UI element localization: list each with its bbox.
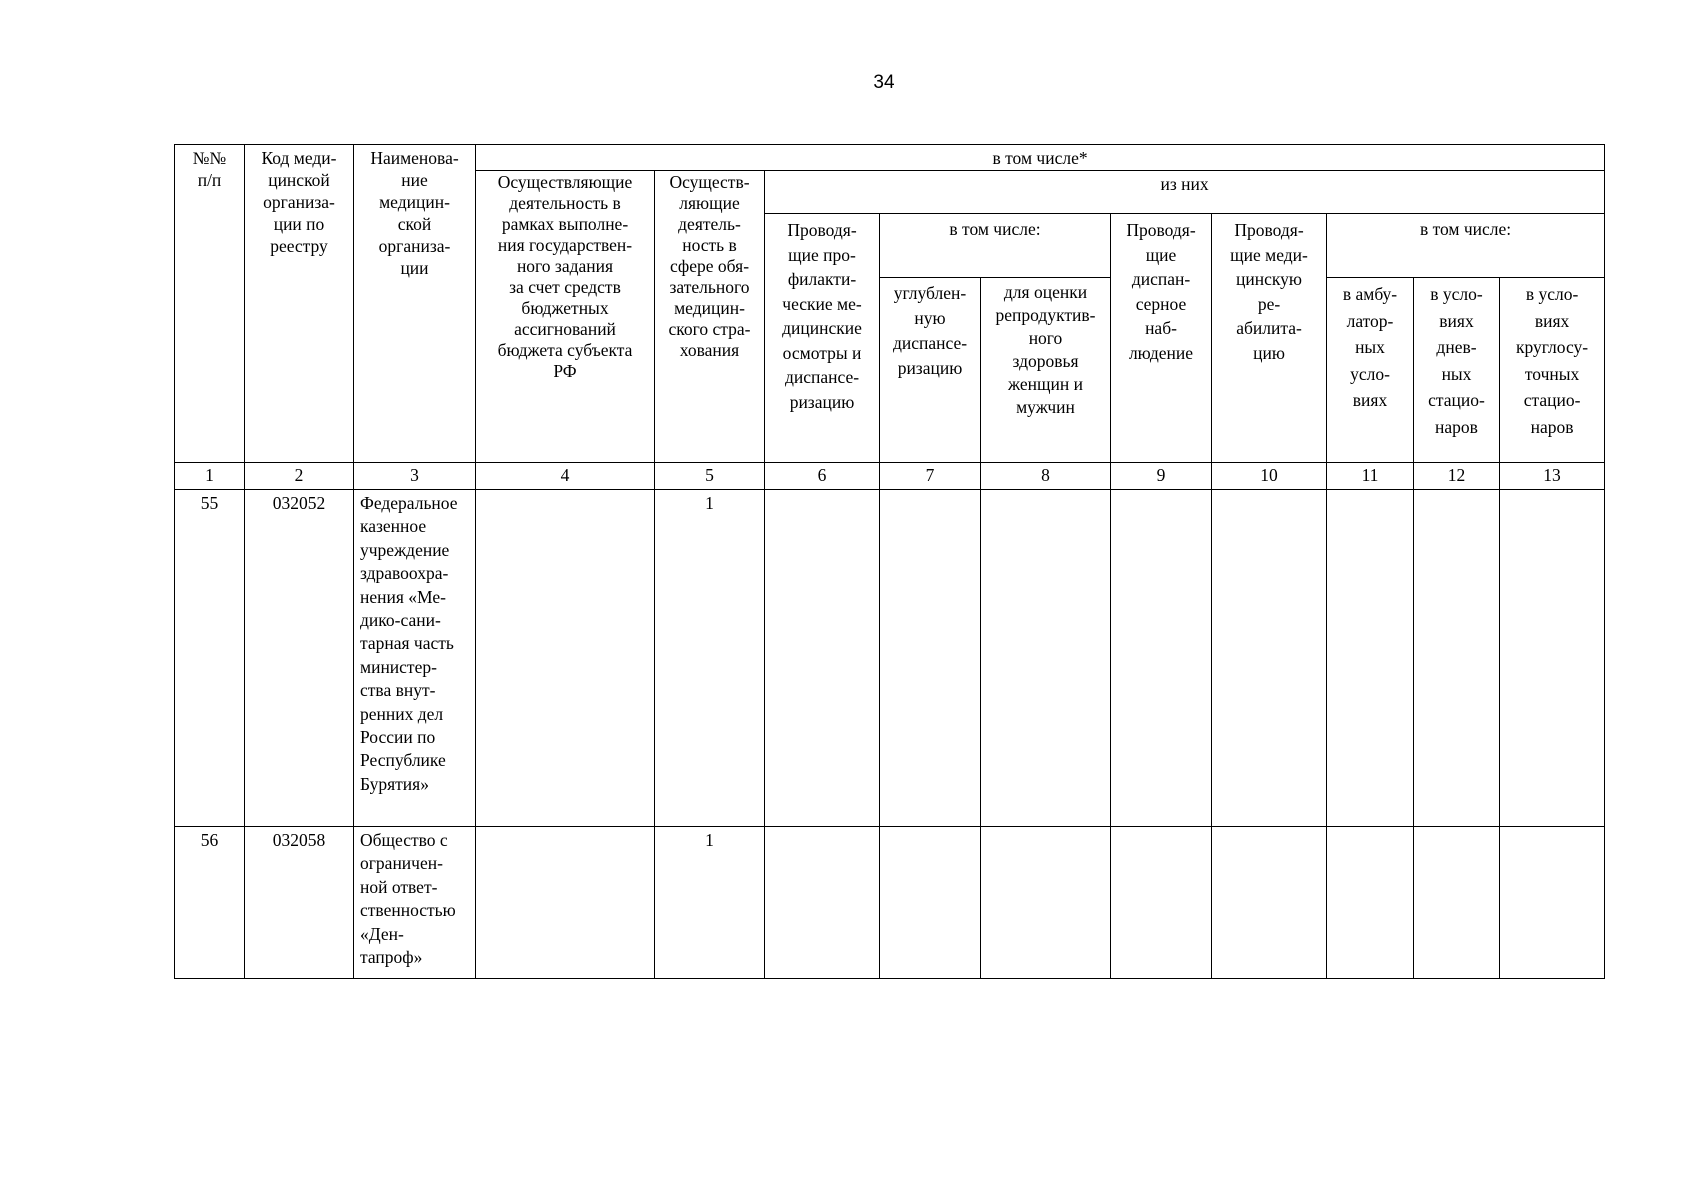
row-cell (1327, 490, 1414, 827)
column-number: 1 (175, 463, 245, 490)
table-row (175, 827, 1605, 979)
row-cell (476, 827, 655, 979)
row-cell (476, 490, 655, 827)
header-uglub-disp: углублен- ную диспансе- ризацию (880, 278, 981, 463)
column-number: 4 (476, 463, 655, 490)
row-code: 032052 (245, 490, 354, 827)
column-number: 8 (981, 463, 1111, 490)
row-num: 55 (175, 490, 245, 827)
row-name: Общество с ограничен- ной ответ- ственностью «Ден- тапроф» (354, 827, 476, 979)
row-cell (880, 827, 981, 979)
row-cell (765, 490, 880, 827)
header-v-tom-chisle-b: в том числе: (1327, 214, 1605, 278)
row-name: Федеральное казенное учреждение здравоохра- нения «Ме- дико-сани- тарная часть министер- ства внут- ренних дел России по Республике Бурятия» (354, 490, 476, 827)
header-kruglosut: в усло- виях круглосу- точных стацио- наров (1500, 278, 1605, 463)
row-cell: 1 (655, 490, 765, 827)
column-number: 12 (1414, 463, 1500, 490)
header-reabilitaciya: Проводя- щие меди- цинскую ре- абилита- цию (1212, 214, 1327, 463)
row-cell (765, 827, 880, 979)
column-number: 13 (1500, 463, 1605, 490)
row-cell (1111, 827, 1212, 979)
row-cell (981, 490, 1111, 827)
row-cell (1111, 490, 1212, 827)
column-number: 11 (1327, 463, 1414, 490)
header-ambul: в амбу- латор- ных усло- виях (1327, 278, 1414, 463)
header-dispans-nabl: Проводя- щие диспан- серное наб- людение (1111, 214, 1212, 463)
header-code: Код меди- цинской организа- ции по реестру (245, 145, 354, 463)
row-cell (1414, 490, 1500, 827)
header-profosmotry: Проводя- щие про- филакти- ческие ме- дицинские осмотры и диспансе- ризацию (765, 214, 880, 463)
table-row (175, 490, 1605, 827)
row-cell (1327, 827, 1414, 979)
row-cell (1500, 827, 1605, 979)
row-num: 56 (175, 827, 245, 979)
header-gos-zadanie: Осуществляющие деятельность в рамках выполне- ния государствен- ного задания за счет средств бюджетных ассигнований бюджета субъекта РФ (476, 171, 655, 463)
row-cell (1212, 827, 1327, 979)
column-number: 3 (354, 463, 476, 490)
column-number: 2 (245, 463, 354, 490)
header-v-tom-chisle: в том числе* (476, 145, 1605, 171)
header-v-tom-chisle-a: в том числе: (880, 214, 1111, 278)
row-cell (1500, 490, 1605, 827)
row-cell (880, 490, 981, 827)
column-number: 6 (765, 463, 880, 490)
column-numbers-row (175, 463, 1605, 490)
row-cell: 1 (655, 827, 765, 979)
page-number: 34 (873, 72, 895, 93)
header-oms: Осуществ- ляющие деятель- ность в сфере обя- зательного медицин- ского стра- хования (655, 171, 765, 463)
organizations-table (174, 144, 1605, 979)
header-name: Наименова- ние медицин- ской организа- ции (354, 145, 476, 463)
column-number: 5 (655, 463, 765, 490)
row-cell (1212, 490, 1327, 827)
header-dnev: в усло- виях днев- ных стацио- наров (1414, 278, 1500, 463)
column-number: 10 (1212, 463, 1327, 490)
header-row-1 (175, 145, 1605, 171)
row-cell (1414, 827, 1500, 979)
row-cell (981, 827, 1111, 979)
header-iz-nih: из них (765, 171, 1605, 214)
header-num: №№ п/п (175, 145, 245, 463)
column-number: 9 (1111, 463, 1212, 490)
column-number: 7 (880, 463, 981, 490)
header-reprod: для оценки репродуктив- ного здоровья женщин и мужчин (981, 278, 1111, 463)
row-code: 032058 (245, 827, 354, 979)
